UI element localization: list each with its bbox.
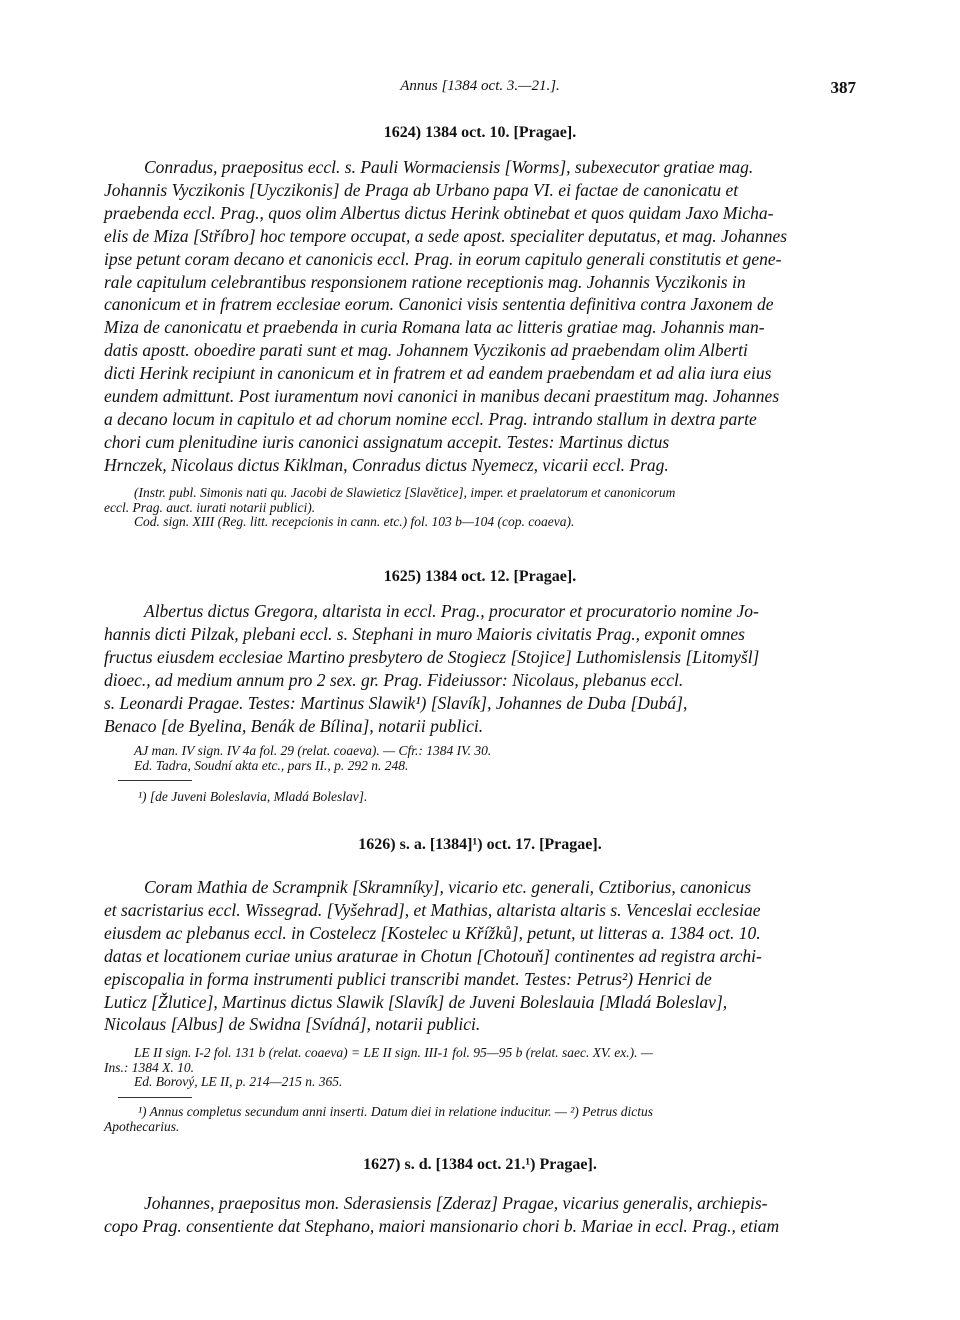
body-line: Albertus dictus Gregora, altarista in eccl. Prag., procurator et procuratorio nomine Jo- xyxy=(144,601,759,621)
body-line: Johannes, praepositus mon. Sderasiensis [Zderaz] Pragae, vicarius generalis, archiepis- xyxy=(144,1193,768,1213)
entry-body-1624 xyxy=(104,156,859,477)
body-line: Johannis Vyczikonis [Uyczikonis] de Praga ab Urbano papa VI. ei factae de canonicatu et xyxy=(104,179,739,200)
source-notes-1624 xyxy=(104,486,860,530)
entry-heading-1624: 1624) 1384 oct. 10. [Pragae]. xyxy=(383,124,577,141)
entry-heading-1625: 1625) 1384 oct. 12. [Pragae]. xyxy=(383,568,577,585)
body-line: eiusdem ac plebanus eccl. in Costelecz [Kostelec u Křížků], petunt, ut litteras a. 1384 oct. 10. xyxy=(104,922,761,943)
entry-body-1626 xyxy=(104,876,859,1036)
note-line: LE II sign. I-2 fol. 131 b (relat. coaeva) = LE II sign. III-1 fol. 95—95 b (relat. saec. XV. ex.). — xyxy=(134,1045,653,1060)
footnotes-1626 xyxy=(104,1104,859,1134)
body-line: Benaco [de Byelina, Benák de Bílina], notarii publici. xyxy=(104,715,484,736)
footnote-rule xyxy=(118,1097,192,1098)
body-line: a decano locum in capitulo et ad chorum nomine eccl. Prag. intrando stallum in dextra parte xyxy=(104,408,757,429)
body-line: Hrnczek, Nicolaus dictus Kiklman, Conradus dictus Nyemecz, vicarii eccl. Prag. xyxy=(104,454,669,475)
body-line: dioec., ad medium annum pro 2 sex. gr. Prag. Fideiussor: Nicolaus, plebanus eccl. xyxy=(104,669,684,690)
note-line: (Instr. publ. Simonis nati qu. Jacobi de Slawieticz [Slavětice], imper. et praelatorum et canonicorum xyxy=(134,485,676,500)
footnote-line: ¹) Annus completus secundum anni inserti. Datum diei in relatione inducitur. — ²) Petrus dictus xyxy=(138,1104,654,1119)
running-head-title: Annus [1384 oct. 3.—21.]. xyxy=(400,78,560,94)
entry-heading-1626: 1626) s. a. [1384]¹) oct. 17. [Pragae]. xyxy=(358,836,602,853)
footnote-line: ¹) [de Juveni Boleslavia, Mladá Boleslav]. xyxy=(138,789,368,804)
note-line: Ins.: 1384 X. 10. xyxy=(104,1059,194,1075)
body-line: rale capitulum celebrantibus responsionem ratione receptionis mag. Johannis Vyczikonis in xyxy=(104,271,746,292)
note-line: Cod. sign. XIII (Reg. litt. recepcionis in cann. etc.) fol. 103 b—104 (cop. coaeva). xyxy=(134,514,575,530)
note-line: eccl. Prag. auct. iurati notarii publici). xyxy=(104,499,316,515)
body-line: datis apostt. oboedire parati sunt et mag. Johannem Vyczikonis ad praebendam olim Alberti xyxy=(104,340,748,361)
entry-body-1625 xyxy=(104,600,859,737)
body-line: datas et locationem curiae unius araturae in Chotun [Chotouň] continentes ad registra archi- xyxy=(104,945,762,966)
source-notes-1625 xyxy=(104,744,860,773)
body-line: copo Prag. consentiente dat Stephano, maiori mansionario chori b. Mariae in eccl. Prag., etiam xyxy=(104,1215,780,1236)
note-line: Ed. Borový, LE II, p. 214—215 n. 365. xyxy=(134,1074,343,1090)
note-line: Ed. Tadra, Soudní akta etc., pars II., p. 292 n. 248. xyxy=(134,757,409,773)
body-line: dicti Herink recipiunt in canonicum et in fratrem et ad eandem praebendam et ad alia iura eius xyxy=(104,363,772,384)
entry-heading-1627: 1627) s. d. [1384 oct. 21.¹) Pragae]. xyxy=(363,1156,597,1173)
body-line: canonicum et in fratrem ecclesiae eorum. Canonici visis sententia definitiva contra Jaxonem de xyxy=(104,294,774,315)
body-line: Coram Mathia de Scrampnik [Skramníky], vicario etc. generali, Cztiborius, canonicus xyxy=(144,877,752,897)
body-line: Luticz [Žlutice], Martinus dictus Slawik [Slavík] de Juveni Boleslauia [Mladá Boleslav], xyxy=(104,991,728,1012)
footnote-line: Apothecarius. xyxy=(104,1119,180,1134)
body-line: eundem admittunt. Post iuramentum novi canonici in manibus decani praestitum mag. Johannes xyxy=(104,386,780,407)
body-line: et sacristarius eccl. Wissegrad. [Vyšehrad], et Mathias, altarista altaris s. Venceslai ecclesiae xyxy=(104,899,761,920)
running-head xyxy=(0,78,960,102)
footnotes-1625 xyxy=(104,789,859,804)
body-line: s. Leonardi Pragae. Testes: Martinus Slawik¹) [Slavík], Johannes de Duba [Dubá], xyxy=(104,692,688,713)
footnote-rule xyxy=(118,780,192,781)
note-line: AJ man. IV sign. IV 4a fol. 29 (relat. coaeva). — Cfr.: 1384 IV. 30. xyxy=(134,743,492,758)
entry-body-1627 xyxy=(104,1192,859,1238)
body-line: episcopalia in forma instrumenti publici transcribi mandet. Testes: Petrus²) Henrici de xyxy=(104,968,712,989)
source-notes-1626 xyxy=(104,1046,860,1090)
body-line: chori cum plenitudine iuris canonici assignatum accepit. Testes: Martinus dictus xyxy=(104,431,670,452)
page-number: 387 xyxy=(830,78,856,97)
body-line: Conradus, praepositus eccl. s. Pauli Wormaciensis [Worms], subexecutor gratiae mag. xyxy=(144,157,754,177)
body-line: ipse petunt coram decano et canonicis eccl. Prag. in eorum capitulo generali constitutis et gene- xyxy=(104,248,782,269)
body-line: hannis dicti Pilzak, plebani eccl. s. Stephani in muro Maioris civitatis Prag., exponit omnes xyxy=(104,623,745,644)
body-line: fructus eiusdem ecclesiae Martino presbytero de Stogiecz [Stojice] Luthomislensis [Litomyšl] xyxy=(104,646,760,667)
body-line: Miza de canonicatu et praebenda in curia Romana lata ac litteris gratiae mag. Johannis man- xyxy=(104,317,765,338)
body-line: elis de Miza [Stříbro] hoc tempore occupat, a sede apost. specialiter deputatus, et mag. Johannes xyxy=(104,225,788,246)
body-line: praebenda eccl. Prag., quos olim Albertus dictus Herink obtinebat et quos quidam Jaxo Micha- xyxy=(104,202,774,223)
body-line: Nicolaus [Albus] de Swidna [Svídná], notarii publici. xyxy=(104,1014,481,1035)
